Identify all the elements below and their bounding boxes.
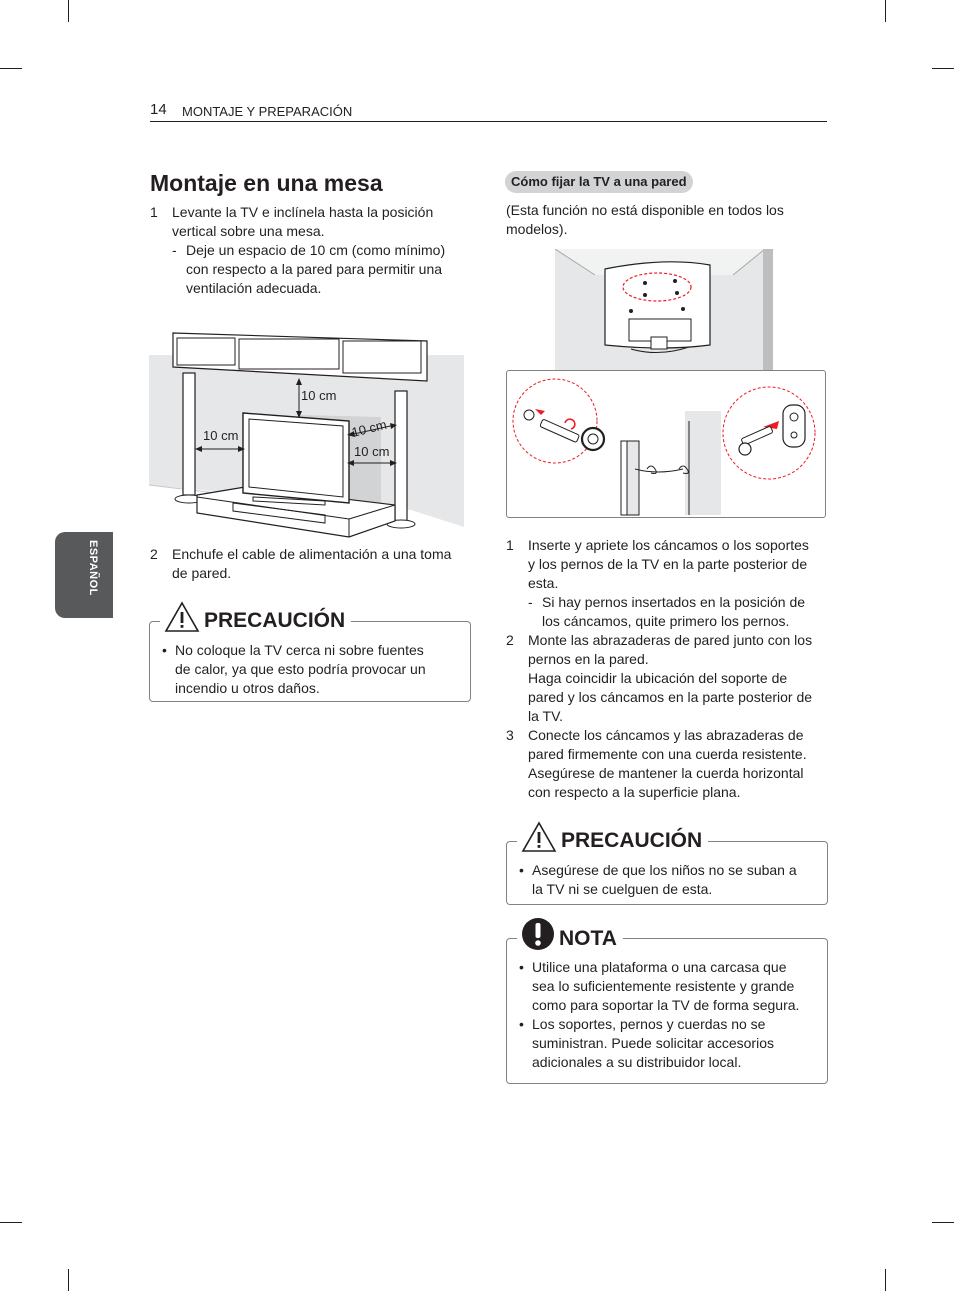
intro-line: modelos). — [506, 221, 568, 237]
bullet-line: como para soportar la TV de forma segura. — [532, 997, 800, 1013]
crop-mark — [0, 1222, 22, 1223]
bullet-line: incendio u otros daños. — [175, 680, 320, 696]
step-line: esta. — [528, 575, 559, 591]
sub-line: ventilación adecuada. — [186, 280, 322, 296]
caution-bullet — [519, 861, 819, 901]
crop-mark — [885, 0, 886, 22]
sub-dash: - — [528, 594, 533, 610]
table-mount-diagram — [149, 325, 465, 545]
crop-mark — [0, 68, 22, 69]
step-number: 2 — [506, 632, 514, 648]
left-speaker — [183, 373, 195, 495]
step-line: Inserte y apriete los cáncamos o los soportes — [528, 537, 809, 553]
step-line: Conecte los cáncamos y las abrazaderas de — [528, 727, 804, 743]
step-line: pared y los cáncamos en la parte posterior de — [528, 689, 813, 705]
bullet-line: No coloque la TV cerca ni sobre fuentes — [175, 642, 424, 658]
step-number: 2 — [150, 546, 158, 562]
caution-header — [160, 597, 351, 633]
note-box — [506, 938, 828, 1084]
bullet-line: Los soportes, pernos y cuerdas no se — [532, 1016, 766, 1032]
bullet-line: Asegúrese de que los niños no se suban a — [532, 862, 797, 878]
label-right-upper-clearance: 10 cm — [350, 416, 389, 440]
label-right-lower-clearance: 10 cm — [354, 444, 390, 459]
sub-dash: - — [172, 242, 177, 258]
sub-line: Si hay pernos insertados en la posición de — [542, 594, 806, 610]
crop-mark — [68, 1269, 69, 1291]
caution-box — [149, 621, 471, 702]
step-number: 1 — [506, 537, 514, 553]
right-step-3 — [506, 726, 826, 806]
crop-mark — [885, 1269, 886, 1291]
note-header — [517, 913, 623, 951]
subheading-pill: Cómo fijar la TV a una pared — [505, 171, 693, 193]
caution-title: PRECAUCIÓN — [561, 829, 703, 852]
bullet-line: Utilice una plataforma o una carcasa que — [532, 959, 787, 975]
bullet-line: la TV ni se cuelguen de esta. — [532, 881, 713, 897]
section-title: MONTAJE Y PREPARACIÓN — [182, 104, 353, 119]
step-line: Haga coincidir la ubicación del soporte de — [528, 670, 788, 686]
tv-back-illustration — [555, 249, 773, 371]
crop-mark — [932, 68, 954, 69]
bullet-line: suministran. Puede solicitar accesorios — [532, 1035, 774, 1051]
hardware-illustration — [507, 371, 825, 517]
step-line: con respecto a la superficie plana. — [528, 784, 741, 800]
bullet-line: sea lo suficientemente resistente y grande — [532, 978, 795, 994]
step-1-sub — [172, 241, 472, 301]
step-line: Monte las abrazaderas de pared junto con los — [528, 632, 813, 648]
step-line: vertical sobre una mesa. — [172, 223, 325, 239]
page-number: 14 — [150, 101, 167, 118]
label-top-clearance: 10 cm — [301, 388, 337, 403]
crop-mark — [68, 0, 69, 22]
step-number: 1 — [150, 204, 158, 220]
wall-bracket — [783, 405, 805, 447]
step-line: pared firmemente con una cuerda resistente. — [528, 746, 807, 762]
step-2 — [150, 545, 470, 585]
hardware-illustration-frame — [506, 370, 826, 518]
exclamation-icon — [521, 917, 555, 951]
right-step-1 — [506, 536, 826, 596]
step-line: la TV. — [528, 708, 564, 724]
bullet-dot: • — [519, 862, 524, 878]
sub-line: los cáncamos, quite primero los pernos. — [542, 613, 790, 629]
bullet-dot: • — [162, 642, 167, 658]
bullet-line: de calor, ya que esto podría provocar un — [175, 661, 426, 677]
bullet-line: adicionales a su distribuidor local. — [532, 1054, 742, 1070]
step-line: y los pernos de la TV en la parte posterior de — [528, 556, 808, 572]
right-step-1-sub — [528, 593, 828, 633]
page-title: Montaje en una mesa — [150, 170, 383, 196]
eyebolt-detail-circle — [513, 379, 597, 463]
language-tab-label: ESPAÑOL — [87, 540, 99, 596]
note-bullet — [519, 1015, 819, 1075]
sub-line: con respecto a la pared para permitir una — [186, 261, 443, 277]
intro-line: (Esta función no está disponible en todos los — [506, 202, 784, 218]
note-bullet — [519, 958, 819, 1018]
step-1 — [150, 203, 470, 243]
bullet-dot: • — [519, 1016, 524, 1032]
step-number: 3 — [506, 727, 514, 743]
right-step-2 — [506, 631, 826, 729]
step-line: Asegúrese de mantener la cuerda horizontal — [528, 765, 804, 781]
language-tab — [55, 532, 113, 618]
step-line: Enchufe el cable de alimentación a una toma — [172, 546, 452, 562]
step-line: Levante la TV e inclínela hasta la posición — [172, 204, 434, 220]
note-title: NOTA — [559, 927, 617, 950]
crop-mark — [932, 1222, 954, 1223]
caution-bullet — [162, 641, 462, 701]
caution-header-right — [517, 817, 708, 853]
header-divider — [150, 121, 827, 122]
warning-triangle-icon — [521, 821, 557, 853]
warning-triangle-icon — [164, 601, 200, 633]
step-line: pernos en la pared. — [528, 651, 649, 667]
step-line: de pared. — [172, 565, 232, 581]
caution-title: PRECAUCIÓN — [204, 609, 346, 632]
bullet-dot: • — [519, 959, 524, 975]
label-left-clearance: 10 cm — [203, 428, 239, 443]
sub-line: Deje un espacio de 10 cm (como mínimo) — [186, 242, 446, 258]
intro-text — [506, 201, 826, 241]
right-speaker — [395, 391, 407, 521]
